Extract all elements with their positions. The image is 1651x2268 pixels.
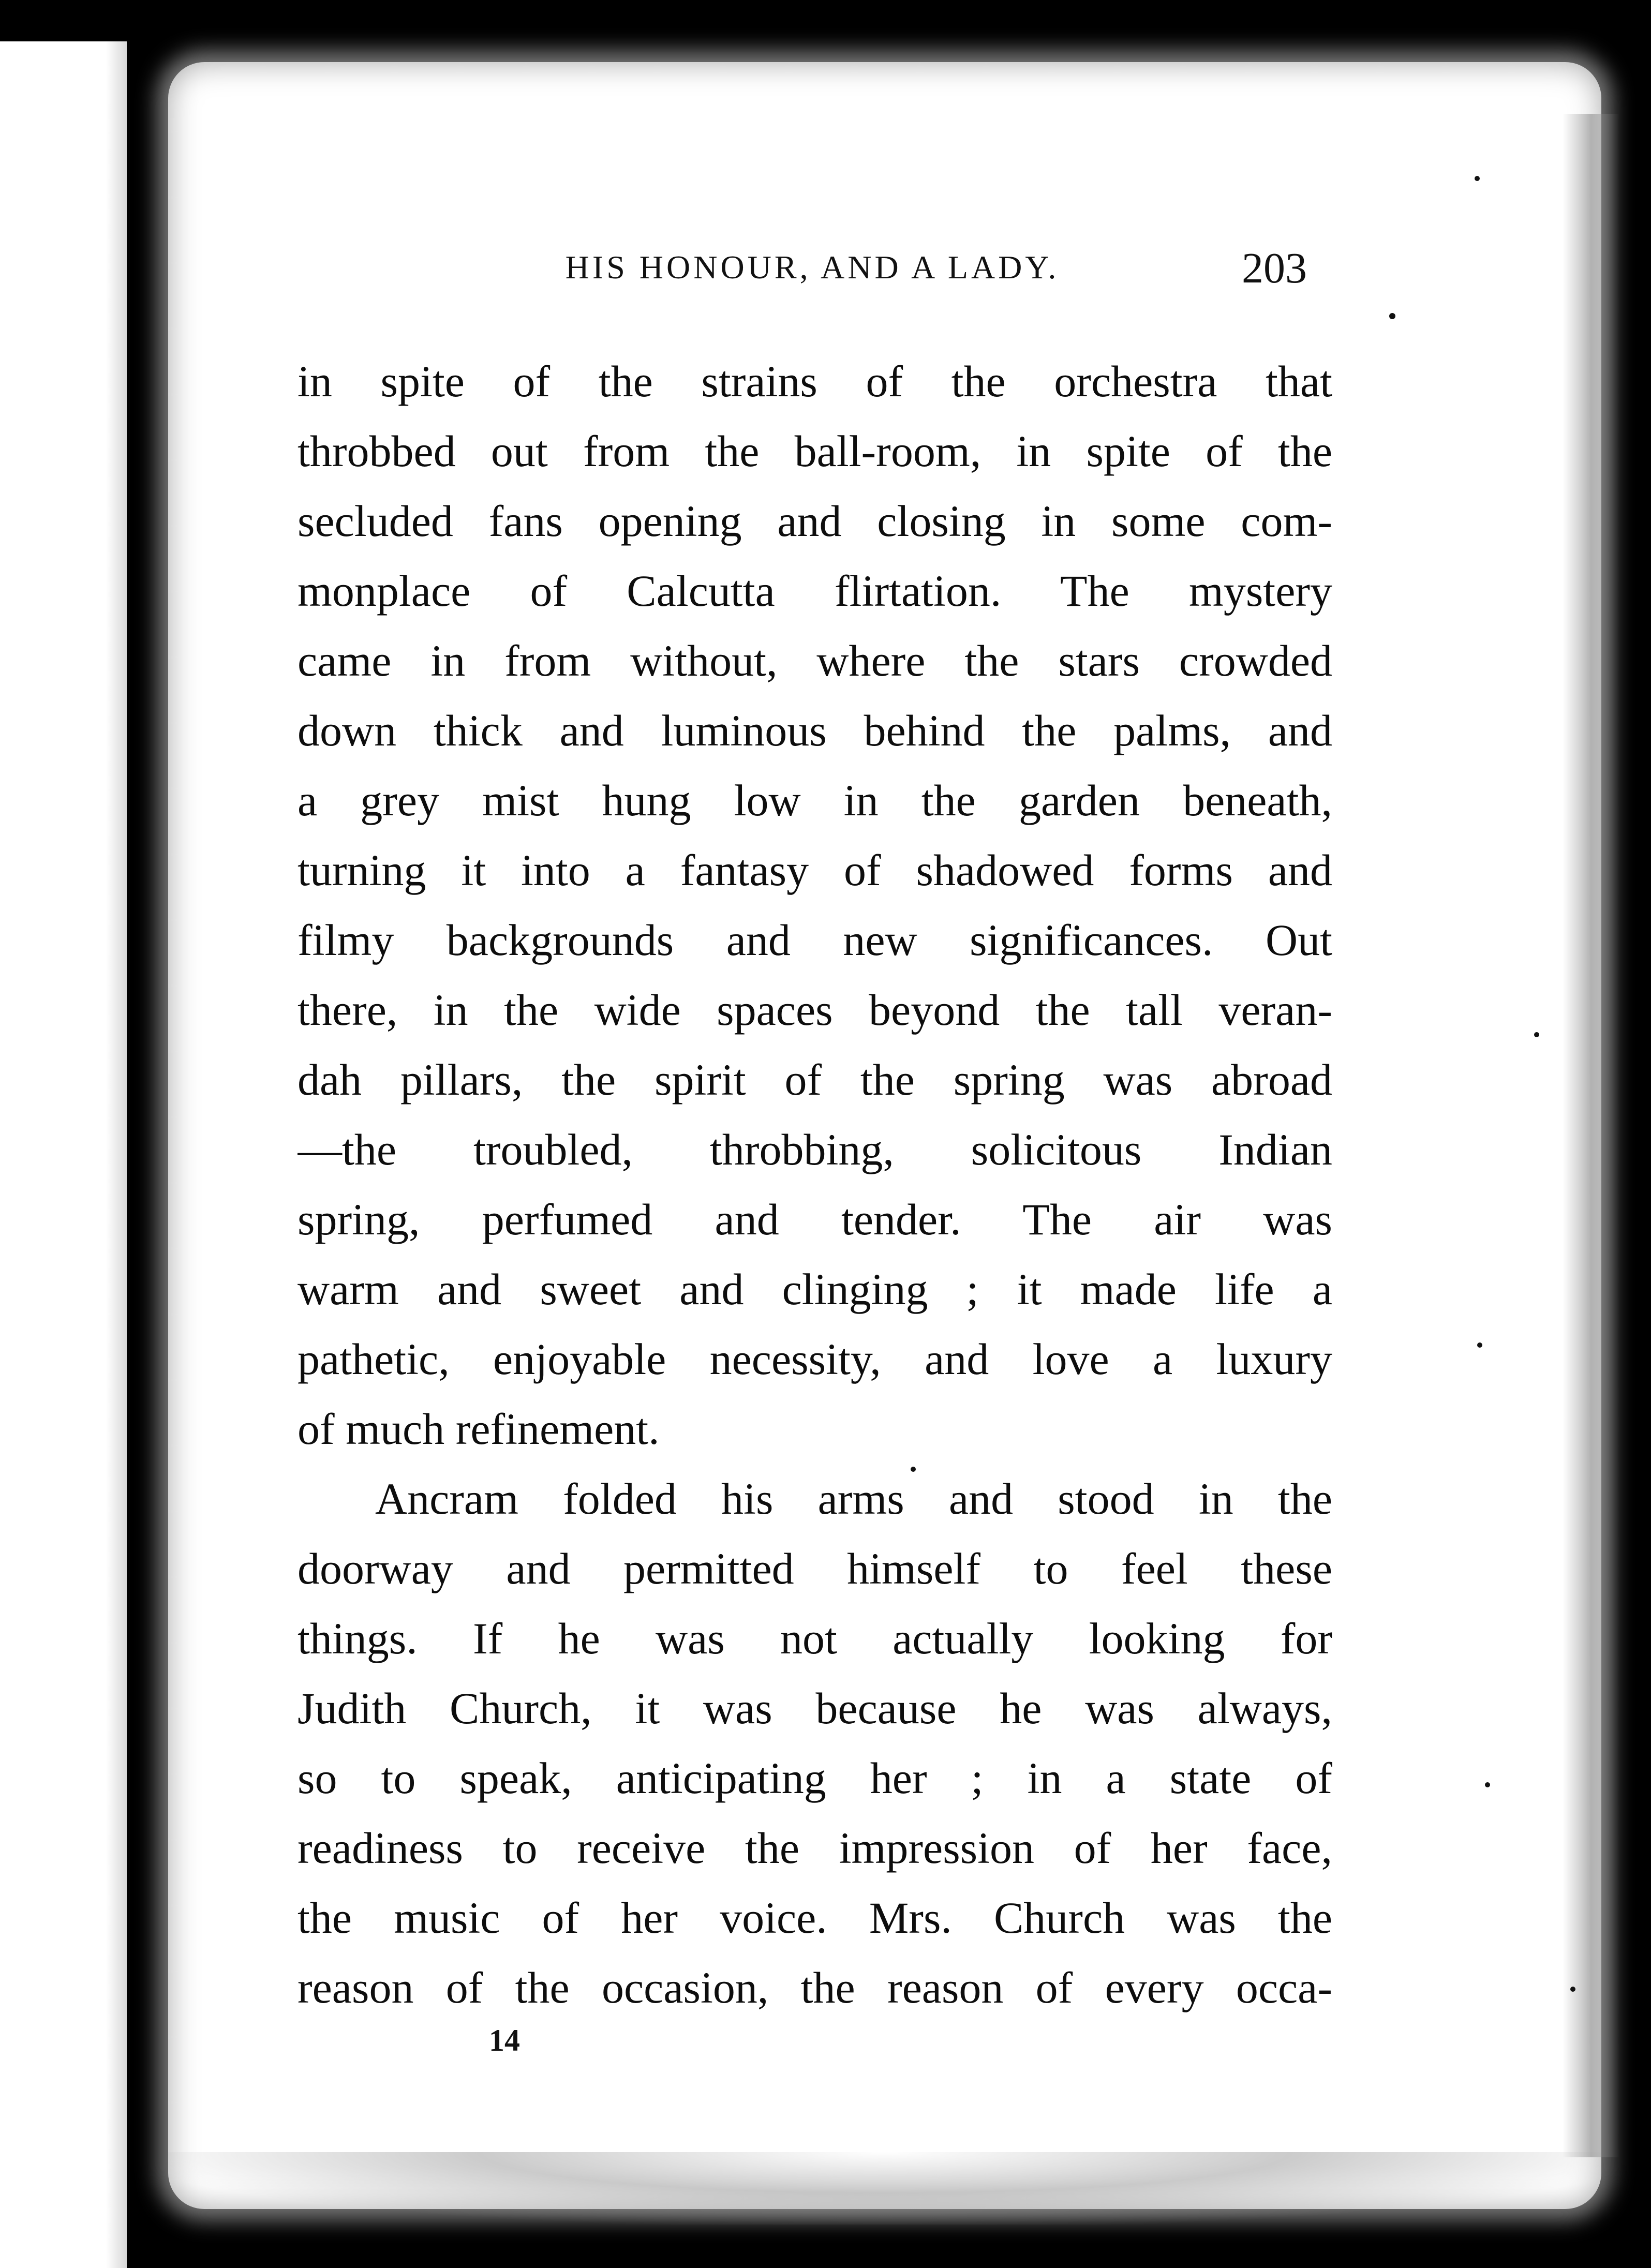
text-line: doorway and permitted himself to feel these <box>298 1544 1332 1593</box>
text-line: monplace of Calcutta flirtation. The mystery <box>298 566 1332 616</box>
text-line: turning it into a fantasy of shadowed forms and <box>298 845 1332 895</box>
text-line: down thick and luminous behind the palms, and <box>298 706 1332 755</box>
text-line: spring, perfumed and tender. The air was <box>298 1195 1332 1244</box>
scan-speck <box>1477 1342 1482 1348</box>
scan-speck <box>1475 176 1480 181</box>
page-number: 203 <box>1242 244 1307 292</box>
signature-mark: 14 <box>489 2023 520 2057</box>
text-line: secluded fans opening and closing in some com- <box>298 496 1332 546</box>
text-line: of much refinement. <box>298 1404 660 1454</box>
text-line: there, in the wide spaces beyond the tall veran- <box>298 985 1332 1035</box>
text-line: reason of the occasion, the reason of every occa- <box>298 1963 1332 2012</box>
scan-speck <box>1570 1987 1575 1992</box>
page-edge-bottom <box>168 2152 1601 2225</box>
scan-speck <box>1389 313 1395 319</box>
text-line: —the troubled, throbbing, solicitous Indian <box>298 1125 1332 1174</box>
text-line: in spite of the strains of the orchestra that <box>298 356 1332 406</box>
scan-speck <box>1534 1032 1539 1037</box>
body-text <box>298 347 1332 2023</box>
scan-speck <box>1485 1782 1490 1787</box>
text-line: warm and sweet and clinging ; it made life a <box>298 1264 1332 1314</box>
page-edge-right <box>1563 114 1619 2157</box>
text-line: things. If he was not actually looking for <box>298 1614 1332 1663</box>
previous-page-shadow <box>106 41 127 2268</box>
text-line: throbbed out from the ball-room, in spite of the <box>298 426 1332 476</box>
text-line: the music of her voice. Mrs. Church was the <box>298 1893 1332 1943</box>
text-line: so to speak, anticipating her ; in a state of <box>298 1753 1332 1803</box>
running-head: HIS HONOUR, AND A LADY. <box>565 249 1060 286</box>
text-line: Judith Church, it was because he was always, <box>298 1683 1332 1733</box>
text-line: filmy backgrounds and new significances. Out <box>298 915 1332 965</box>
text-line: came in from without, where the stars crowded <box>298 636 1332 685</box>
text-line: dah pillars, the spirit of the spring was abroad <box>298 1055 1332 1105</box>
text-line: a grey mist hung low in the garden beneath, <box>298 775 1332 825</box>
text-line: readiness to receive the impression of her face, <box>298 1823 1332 1873</box>
text-line: Ancram folded his arms and stood in the <box>375 1474 1332 1524</box>
text-line: pathetic, enjoyable necessity, and love a luxury <box>298 1334 1332 1384</box>
